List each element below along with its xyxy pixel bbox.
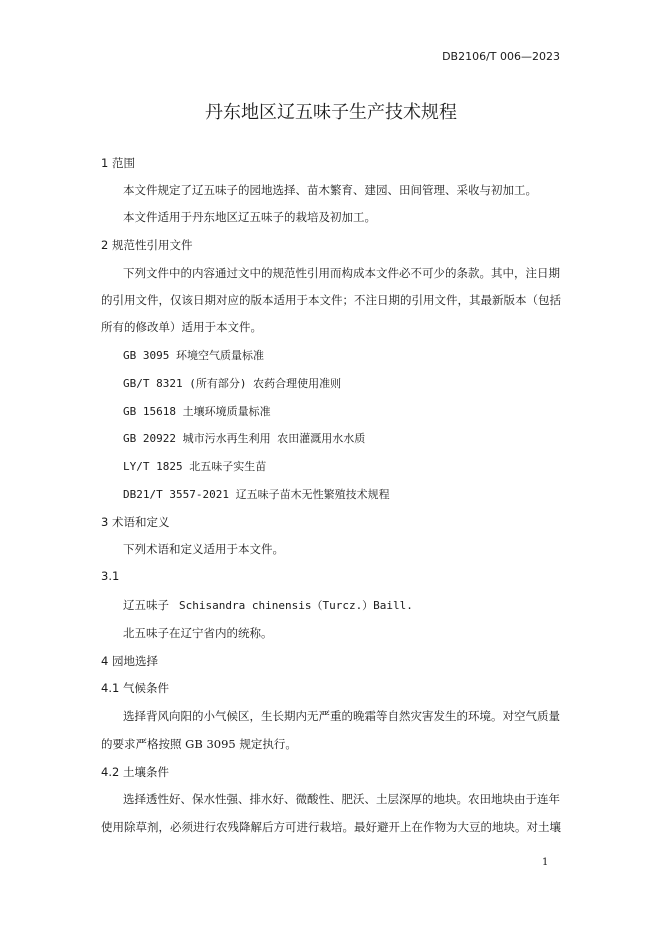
paragraph: 选择透性好、保水性强、排水好、微酸性、肥沃、土层深厚的地块。农田地块由于连年 [123,792,560,806]
term-chinese: 辽五味子 [123,598,169,612]
paragraph-continuation: 的引用文件，仅该日期对应的版本适用于本文件；不注日期的引用文件，其最新版本（包括 [101,293,561,307]
section-4-heading: 4 园地选择 [101,654,158,668]
page-number: 1 [542,857,549,868]
standard-code: DB2106/T 006—2023 [442,50,560,63]
section-3-heading: 3 术语和定义 [101,515,170,529]
document-title: 丹东地区辽五味子生产技术规程 [205,102,457,123]
subsection-4-1-heading: 4.1 气候条件 [101,681,169,695]
reference-item: LY/T 1825 北五味子实生苗 [123,460,267,473]
reference-item: GB 3095 环境空气质量标准 [123,349,264,362]
paragraph: 本文件规定了辽五味子的园地选择、苗木繁育、建园、田间管理、采收与初加工。 [123,183,537,197]
section-1-heading: 1 范围 [101,156,135,170]
section-2-heading: 2 规范性引用文件 [101,238,193,252]
paragraph: 选择背风向阳的小气候区，生长期内无严重的晚霜等自然灾害发生的环境。对空气质量 [123,709,560,723]
term-latin: Schisandra chinensis（Turcz.）Baill. [179,599,413,612]
paragraph: 下列文件中的内容通过文中的规范性引用而构成本文件必不可少的条款。其中，注日期 [123,266,560,280]
paragraph-continuation: 的要求严格按照 GB 3095 规定执行。 [101,737,297,751]
subsection-4-2-heading: 4.2 土壤条件 [101,765,169,779]
paragraph: 本文件适用于丹东地区辽五味子的栽培及初加工。 [123,210,376,224]
paragraph-continuation: 所有的修改单）适用于本文件。 [101,320,262,334]
paragraph-continuation: 使用除草剂，必须进行农残降解后方可进行栽培。最好避开上在作物为大豆的地块。对土壤 [101,820,561,834]
term-entry [123,597,413,613]
reference-item: GB 20922 城市污水再生利用 农田灌溉用水水质 [123,432,366,445]
term-definition: 北五味子在辽宁省内的统称。 [123,626,273,640]
reference-item: DB21/T 3557-2021 辽五味子苗木无性繁殖技术规程 [123,488,390,501]
reference-item: GB 15618 土壤环境质量标准 [123,405,271,418]
paragraph: 下列术语和定义适用于本文件。 [123,542,284,556]
term-number: 3.1 [101,569,120,583]
reference-item: GB/T 8321 (所有部分) 农药合理使用准则 [123,377,342,390]
